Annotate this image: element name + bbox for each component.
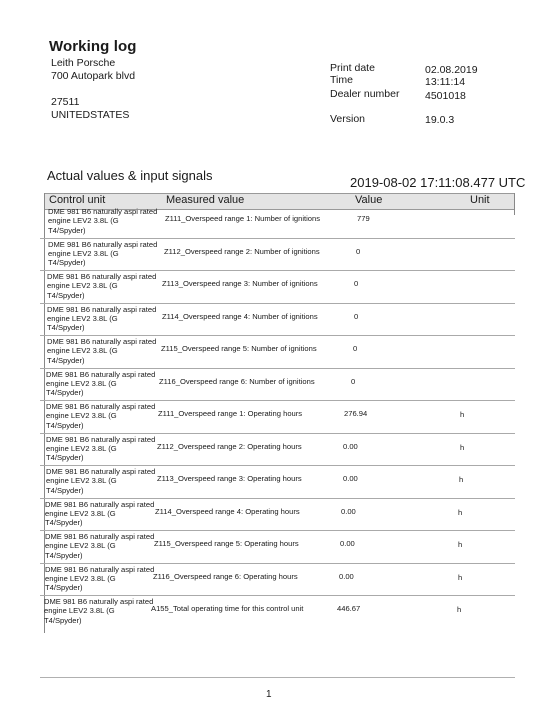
- value-cell: 0: [356, 246, 361, 256]
- document-title: Working log: [49, 38, 137, 55]
- unit-cell: h: [457, 605, 462, 614]
- dealer-street: 700 Autopark blvd: [51, 70, 136, 82]
- measured-value-cell: Z114_Overspeed range 4: Operating hours: [155, 506, 300, 516]
- value-cell: 0.00: [339, 571, 354, 581]
- row-separator: [40, 335, 515, 336]
- value-cell: 0: [353, 344, 358, 353]
- measured-value-cell: Z112_Overspeed range 2: Number of ignitions: [164, 246, 320, 256]
- value-cell: 0.00: [343, 441, 358, 451]
- control-unit-cell: DME 981 B6 naturally aspi rated engine LEV2 3.8L (G T4/Spyder): [46, 369, 156, 398]
- unit-cell: h: [458, 507, 463, 517]
- row-separator: [40, 400, 515, 401]
- measured-value-cell: Z115_Overspeed range 5: Number of ignitions: [161, 344, 317, 353]
- table-row: [42, 499, 512, 531]
- measured-value-cell: Z114_Overspeed range 4: Number of ignitions: [162, 311, 318, 321]
- table-row: [44, 304, 514, 336]
- value-cell: 0: [354, 279, 359, 288]
- control-unit-cell: DME 981 B6 naturally aspi rated engine LEV2 3.8L (G T4/Spyder): [47, 304, 157, 333]
- value-cell: 276.94: [344, 409, 368, 418]
- measured-value-cell: Z116_Overspeed range 6: Operating hours: [153, 571, 298, 581]
- row-separator: [40, 270, 515, 271]
- print-date-label: Print date: [330, 62, 375, 74]
- unit-cell: h: [458, 572, 463, 582]
- value-cell: 0.00: [341, 506, 356, 516]
- control-unit-cell: DME 981 B6 naturally aspi rated engine LEV2 3.8L (G T4/Spyder): [47, 337, 157, 365]
- value-cell: 0.00: [343, 474, 358, 483]
- version-label: Version: [330, 113, 366, 125]
- row-separator: [40, 368, 515, 369]
- footer-divider: [40, 677, 515, 678]
- table-row: [45, 206, 515, 238]
- dealer-postal-code: 27511: [51, 96, 80, 108]
- column-header-measured-value: Measured value: [166, 194, 245, 206]
- value-cell: 0: [351, 376, 356, 386]
- column-header-value: Value: [355, 194, 383, 206]
- control-unit-cell: DME 981 B6 naturally aspi rated engine LEV2 3.8L (G T4/Spyder): [44, 597, 154, 625]
- table-row: [43, 434, 513, 466]
- row-separator: [40, 465, 515, 466]
- row-separator: [40, 303, 515, 304]
- value-cell: 0.00: [340, 539, 355, 548]
- table-row: [41, 596, 511, 628]
- time-value: 13:11:14: [425, 76, 466, 88]
- control-unit-cell: DME 981 B6 naturally aspi rated engine LEV2 3.8L (G T4/Spyder): [45, 532, 155, 560]
- value-cell: 446.67: [337, 604, 361, 613]
- control-unit-cell: DME 981 B6 naturally aspi rated engine LEV2 3.8L (G T4/Spyder): [47, 272, 157, 300]
- control-unit-cell: DME 981 B6 naturally aspi rated engine LEV2 3.8L (G T4/Spyder): [45, 499, 155, 528]
- control-unit-cell: DME 981 B6 naturally aspi rated engine LEV2 3.8L (G T4/Spyder): [48, 207, 158, 235]
- table-row: [42, 564, 512, 596]
- page-number: 1: [266, 689, 272, 700]
- measured-value-cell: Z112_Overspeed range 2: Operating hours: [157, 441, 302, 451]
- column-header-control-unit: Control unit: [49, 194, 106, 206]
- measured-value-cell: A155_Total operating time for this control unit: [151, 604, 304, 613]
- section-title: Actual values & input signals: [47, 168, 213, 183]
- unit-cell: h: [458, 540, 463, 549]
- table-row: [43, 466, 513, 498]
- row-separator: [40, 563, 515, 564]
- control-unit-cell: DME 981 B6 naturally aspi rated engine LEV2 3.8L (G T4/Spyder): [46, 434, 156, 463]
- dealer-number-label: Dealer number: [330, 88, 400, 100]
- measured-value-cell: Z111_Overspeed range 1: Operating hours: [158, 409, 303, 418]
- row-separator: [40, 530, 515, 531]
- row-separator: [40, 595, 515, 596]
- unit-cell: h: [460, 442, 465, 452]
- measured-value-cell: Z113_Overspeed range 3: Number of ignitions: [162, 279, 318, 288]
- version-value: 19.0.3: [425, 114, 455, 126]
- unit-cell: h: [460, 410, 465, 419]
- measured-value-cell: Z116_Overspeed range 6: Number of ignitions: [159, 376, 315, 386]
- measured-value-cell: Z115_Overspeed range 5: Operating hours: [154, 539, 299, 548]
- table-row: [43, 369, 513, 401]
- control-unit-cell: DME 981 B6 naturally aspi rated engine LEV2 3.8L (G T4/Spyder): [46, 467, 156, 495]
- measured-value-cell: Z113_Overspeed range 3: Operating hours: [157, 474, 302, 483]
- value-cell: 0: [354, 311, 359, 321]
- section-timestamp: 2019-08-02 17:11:08.477 UTC: [350, 175, 526, 190]
- row-separator: [40, 498, 515, 499]
- dealer-number-value: 4501018: [425, 90, 466, 102]
- dealer-name: Leith Porsche: [51, 57, 116, 69]
- print-date-value: 02.08.2019: [425, 64, 478, 76]
- column-header-unit: Unit: [470, 194, 490, 206]
- table-row: [43, 401, 513, 433]
- table-row: [42, 531, 512, 563]
- control-unit-cell: DME 981 B6 naturally aspi rated engine LEV2 3.8L (G T4/Spyder): [45, 564, 155, 593]
- value-cell: 779: [357, 214, 370, 223]
- row-separator: [40, 433, 515, 434]
- measured-value-cell: Z111_Overspeed range 1: Number of ignitions: [165, 214, 321, 223]
- unit-cell: h: [459, 475, 464, 484]
- control-unit-cell: DME 981 B6 naturally aspi rated engine LEV2 3.8L (G T4/Spyder): [46, 402, 156, 430]
- table-row: [45, 239, 515, 271]
- table-row: [44, 336, 514, 368]
- row-separator: [40, 238, 515, 239]
- time-label: Time: [330, 74, 353, 86]
- table-row: [44, 271, 514, 303]
- dealer-country: UNITEDSTATES: [51, 109, 130, 121]
- control-unit-cell: DME 981 B6 naturally aspi rated engine LEV2 3.8L (G T4/Spyder): [48, 239, 158, 268]
